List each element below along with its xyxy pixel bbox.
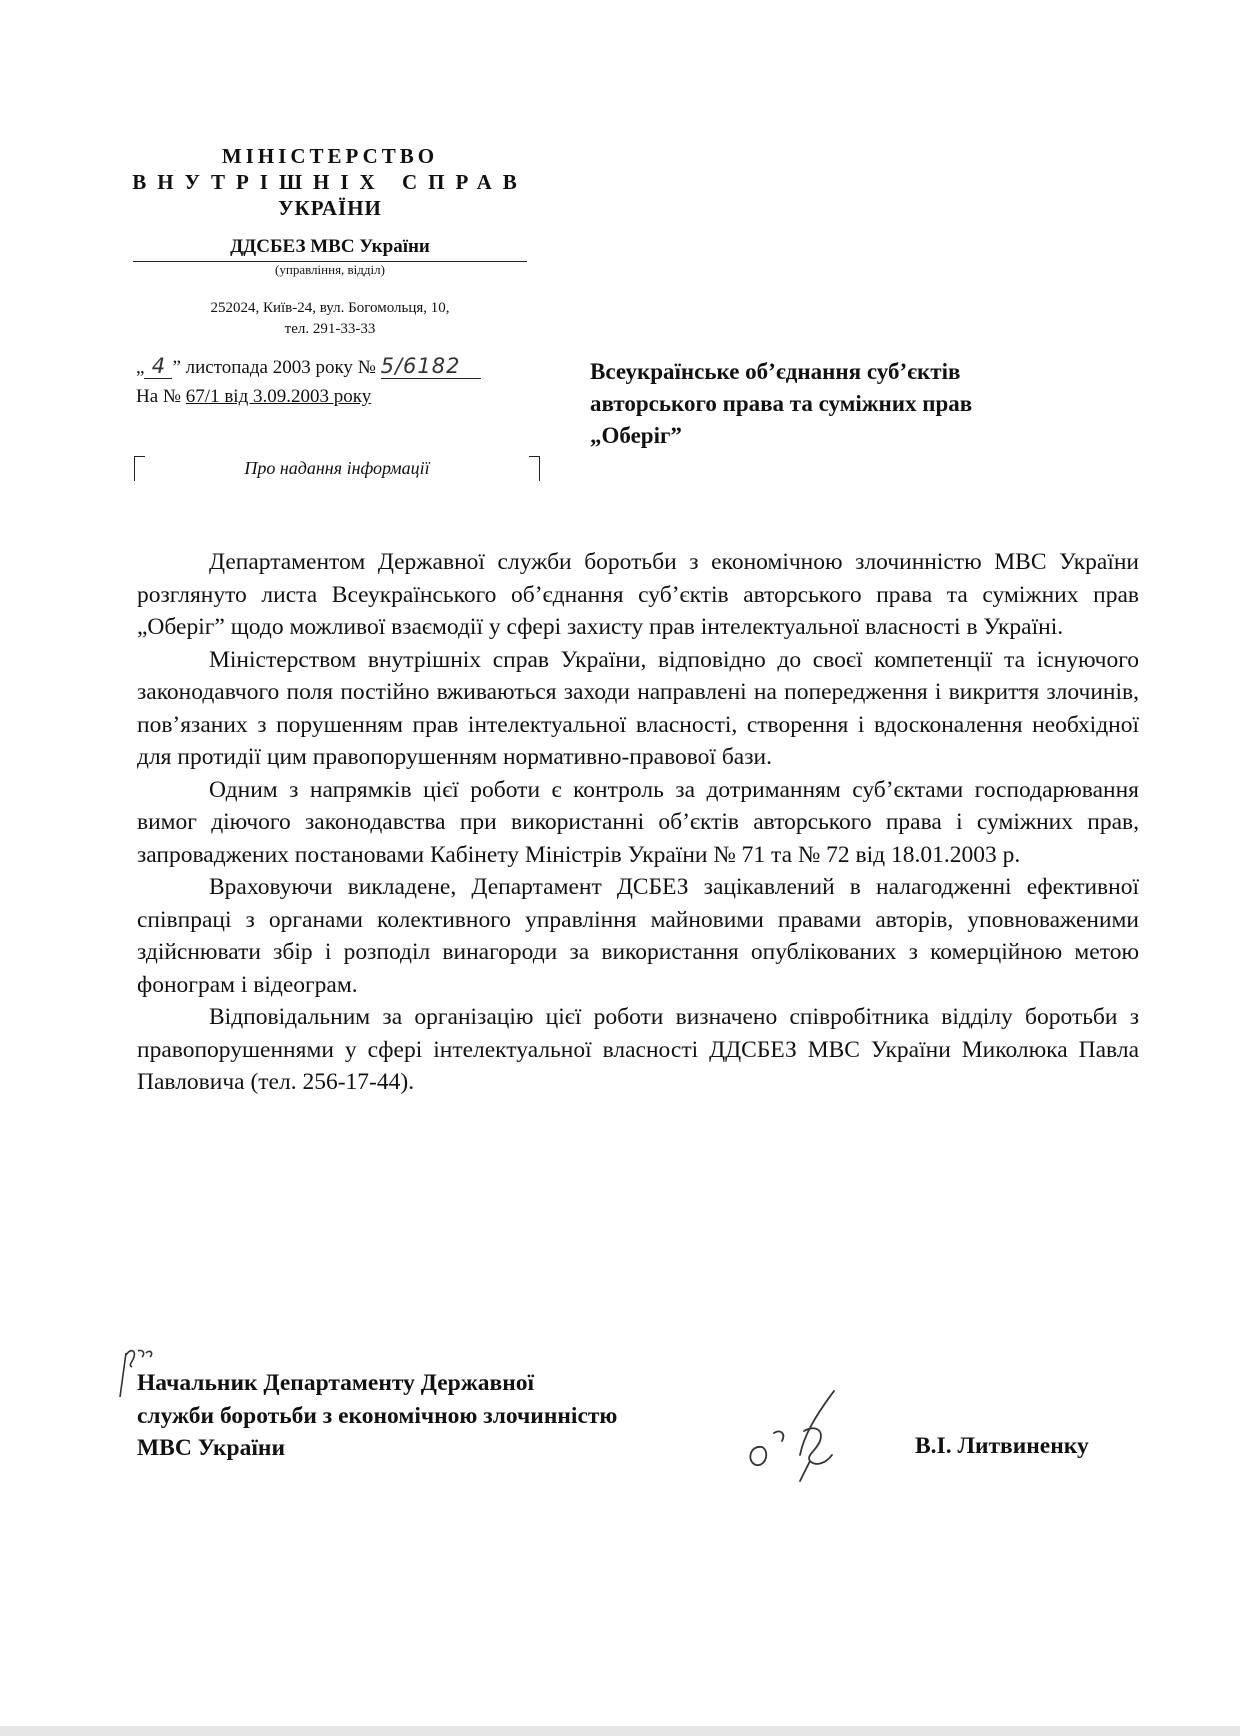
addressee-line: „Оберіг”: [590, 423, 682, 448]
signatory-title-line: МВС України: [137, 1435, 285, 1461]
address: [130, 298, 530, 340]
open-quote: „: [136, 357, 145, 378]
ministry-name-line-2: ВНУТРІШНІХ СПРАВ: [132, 170, 528, 194]
month-year: листопада 2003 року: [185, 357, 353, 378]
reference-line: [136, 386, 371, 408]
handwritten-signature: [740, 1385, 880, 1485]
department-caption: (управління, відділ): [275, 262, 385, 277]
handwritten-day: 4: [144, 354, 172, 379]
phone-line: тел. 291-33-33: [284, 321, 376, 337]
reference-prefix: На: [136, 386, 159, 407]
handwritten-outgoing-number: 5/6182: [381, 354, 481, 379]
signatory-title-line: служби боротьби з економічною злочинністю: [137, 1402, 618, 1429]
body-paragraph: Міністерством внутрішніх справ України, відповідно до своєї компетенції та існуючого законодавчого поля постійно вживаються заходи направлені на попередження і викриття злочинів, пов’язаних з порушенням прав інтелектуальної власності, створення і вдосконалення необхідної для протидії цим правопорушенням нормативно-правової бази.: [137, 646, 1139, 770]
body-paragraph: Відповідальним за організацію цієї роботи визначено співробітника відділу боротьби з правопорушеннями у сфері інтелектуальної власності ДДСБЕЗ МВС України Миколюка Павла Павловича (тел. 256-17-44).: [137, 1004, 1139, 1095]
subject-bracket-right: [529, 456, 540, 481]
signatory-title-line: Начальник Департаменту Державної: [137, 1370, 535, 1396]
body-paragraph: Враховуючи викладене, Департамент ДСБЕЗ зацікавлений в налагодженні ефективної співпраці з органами колективного управління майновими правами авторів, уповноваженими здійснювати збір і розподіл винагороди за використання опублікованих з комерційною метою фонограм і відеограм.: [137, 874, 1139, 998]
scan-edge-strip: [0, 1726, 1240, 1736]
ministry-name-line-3: УКРАЇНИ: [278, 196, 382, 220]
body-paragraph: Департаментом Державної служби боротьби з економічною злочинністю МВС України розглянуто листа Всеукраїнського об’єднання суб’єктів авторського права та суміжних прав „Оберіг” щодо можливої взаємодії у сфері захисту прав інтелектуальної власності в Україні.: [137, 549, 1139, 640]
department-name: ДДСБЕЗ МВС України: [230, 236, 430, 257]
number-label: №: [357, 357, 376, 378]
reference-text: 67/1 від 3.09.2003 року: [185, 386, 372, 407]
addressee-line: авторського права та суміжних прав: [590, 391, 973, 416]
letter-body: [137, 546, 1139, 1099]
signer-name: В.І. Литвиненку: [915, 1433, 1089, 1459]
addressee-line: Всеукраїнське об’єднання суб’єктів: [590, 359, 961, 384]
body-paragraph: Одним з напрямків цієї роботи є контроль за дотриманням суб’єктами господарювання вимог діючого законодавства при використанні об’єктів авторського права і суміжних прав, запроваджених постановами Кабінету Міністрів України № 71 та № 72 від 18.01.2003 р.: [137, 776, 1139, 868]
signatory-title: [137, 1367, 617, 1465]
subject: Про надання інформації: [244, 458, 430, 478]
addressee: [590, 356, 1130, 452]
outgoing-date-line: [136, 354, 481, 379]
reference-number-label: №: [162, 386, 182, 407]
letterhead: [130, 143, 530, 340]
address-line: 252024, Київ-24, вул. Богомольця, 10,: [210, 300, 450, 316]
subject-block: [134, 456, 540, 484]
ministry-name-line-1: МІНІСТЕРСТВО: [221, 144, 439, 168]
close-quote: ”: [172, 357, 181, 378]
